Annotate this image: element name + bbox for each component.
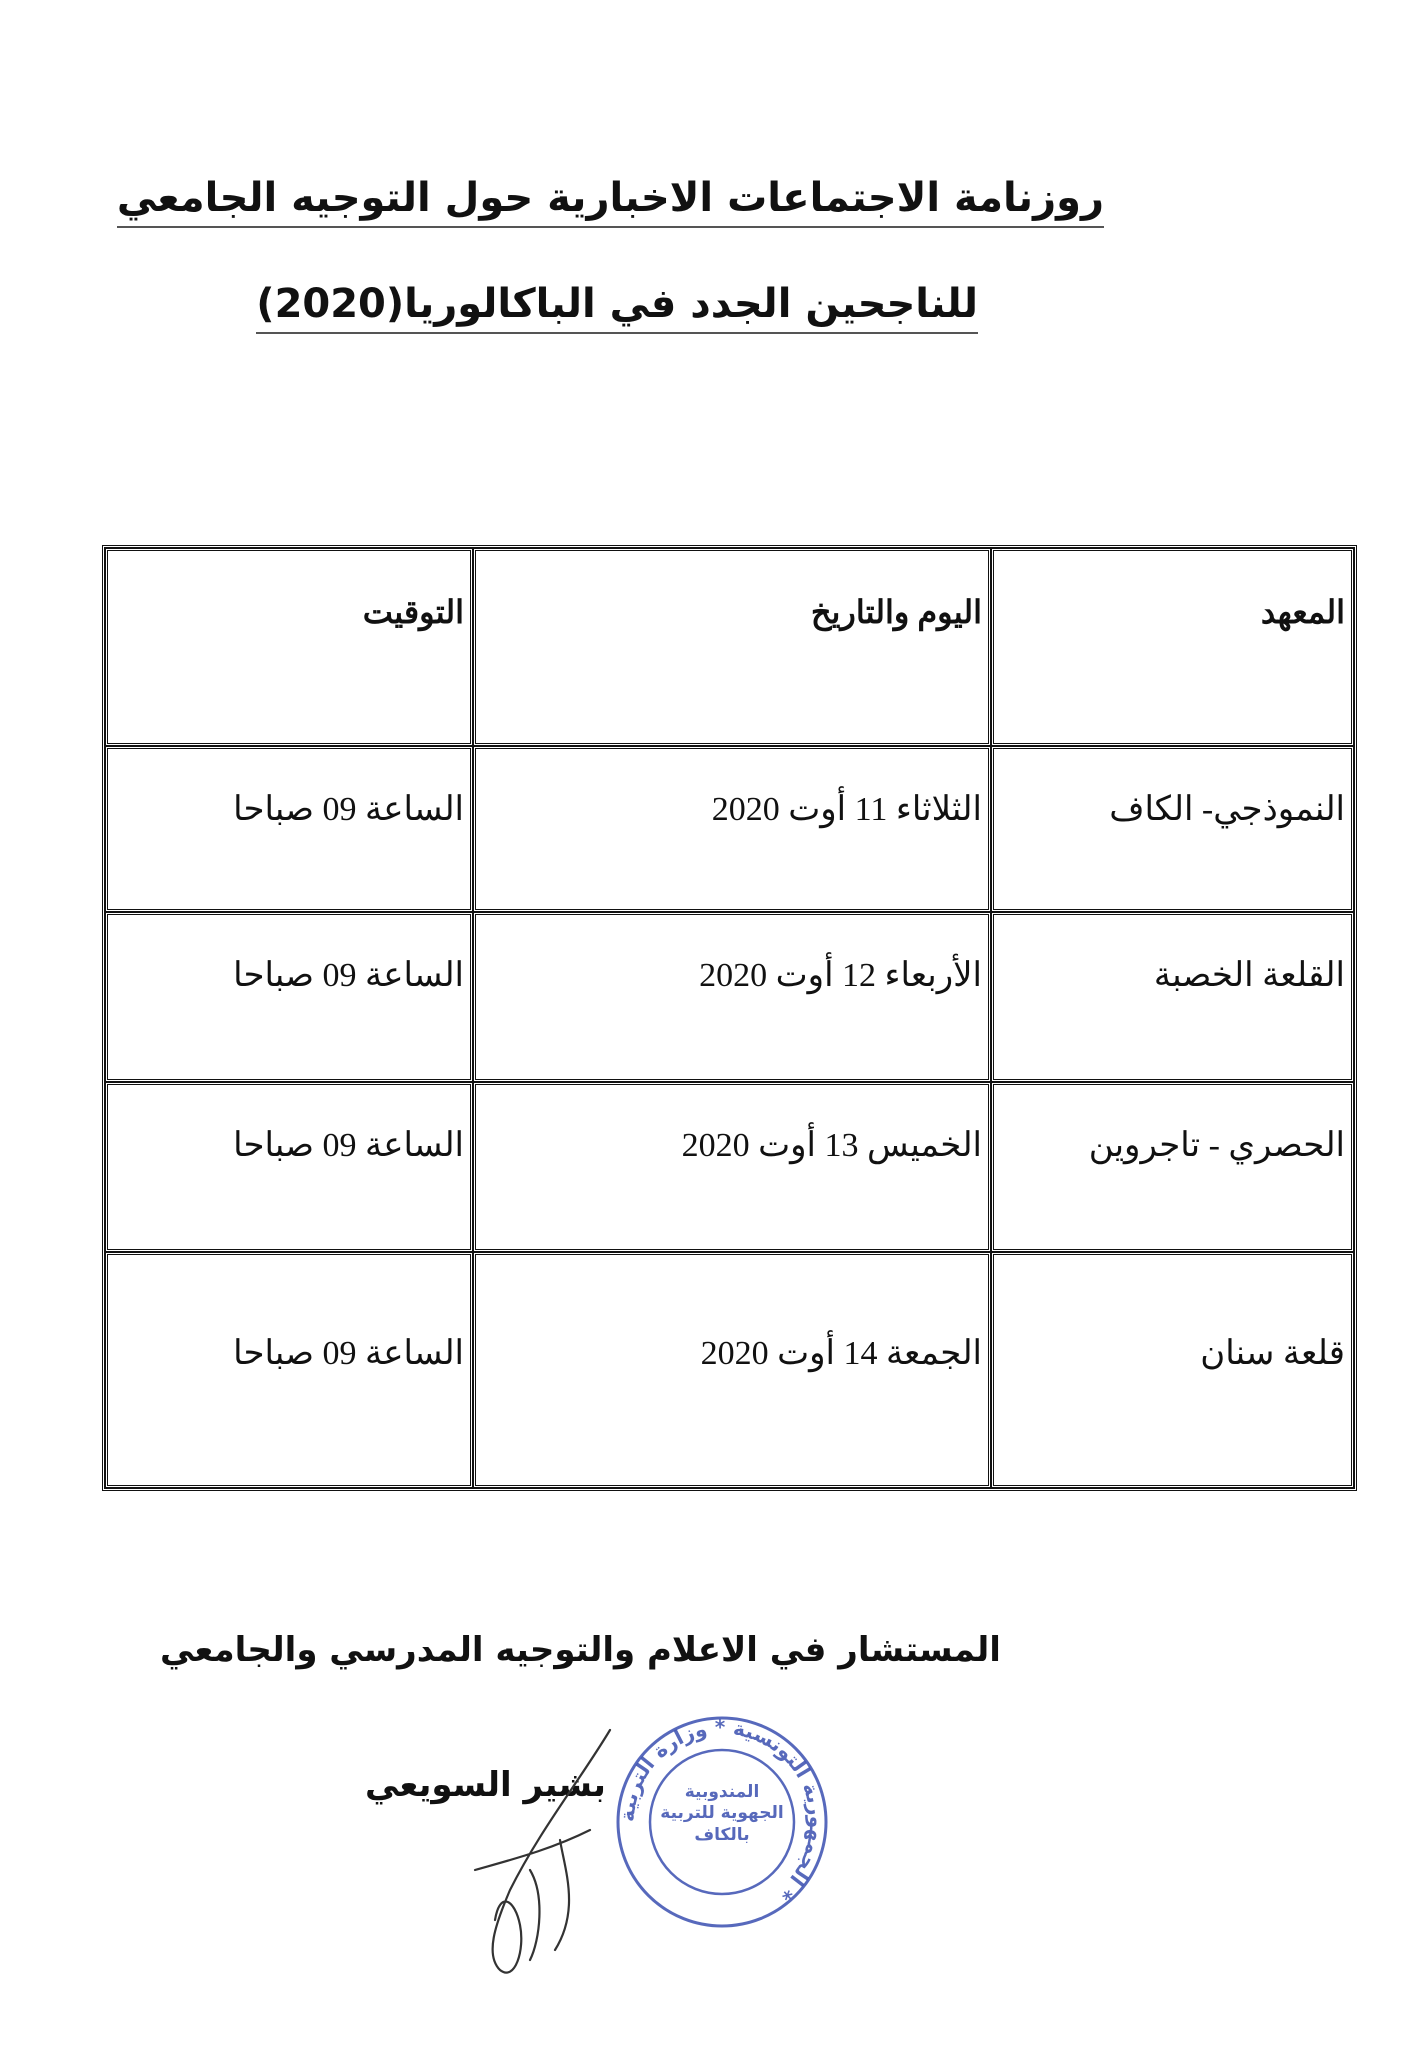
table-header-row <box>105 548 1354 746</box>
table-row <box>105 746 1354 912</box>
signatory-name: بشير السويعي <box>365 1765 606 1805</box>
cell-institute: القلعة الخصبة <box>991 912 1354 1082</box>
header-time: التوقيت <box>105 548 473 746</box>
table-row <box>105 912 1354 1082</box>
cell-time: الساعة 09 صباحا <box>105 746 473 912</box>
table-row <box>105 1082 1354 1252</box>
cell-institute: الحصري - تاجروين <box>991 1082 1354 1252</box>
table-row <box>105 1252 1354 1488</box>
header-date: اليوم والتاريخ <box>473 548 991 746</box>
cell-time: الساعة 09 صباحا <box>105 1252 473 1488</box>
official-stamp <box>612 1712 832 1932</box>
document-title-line1: روزنامة الاجتماعات الاخبارية حول التوجيه الجامعي <box>117 178 1104 228</box>
document-title-line2: للناجحين الجدد في الباكالوريا(2020) <box>256 284 978 334</box>
cell-time: الساعة 09 صباحا <box>105 912 473 1082</box>
cell-institute: النموذجي- الكاف <box>991 746 1354 912</box>
cell-time: الساعة 09 صباحا <box>105 1082 473 1252</box>
cell-date: الخميس 13 أوت 2020 <box>473 1082 991 1252</box>
schedule-table <box>102 545 1357 1491</box>
signatory-title: المستشار في الاعلام والتوجيه المدرسي والجامعي <box>160 1630 1001 1670</box>
header-institute: المعهد <box>991 548 1354 746</box>
stamp-inner-text: المندوبية الجهوية للتربية بالكاف <box>660 1782 784 1845</box>
handwritten-signature <box>470 1720 620 1980</box>
stamp-outer-text: الجمهورية التونسية * وزارة التربية * <box>614 1714 830 1906</box>
cell-date: الأربعاء 12 أوت 2020 <box>473 912 991 1082</box>
cell-date: الجمعة 14 أوت 2020 <box>473 1252 991 1488</box>
cell-institute: قلعة سنان <box>991 1252 1354 1488</box>
cell-date: الثلاثاء 11 أوت 2020 <box>473 746 991 912</box>
